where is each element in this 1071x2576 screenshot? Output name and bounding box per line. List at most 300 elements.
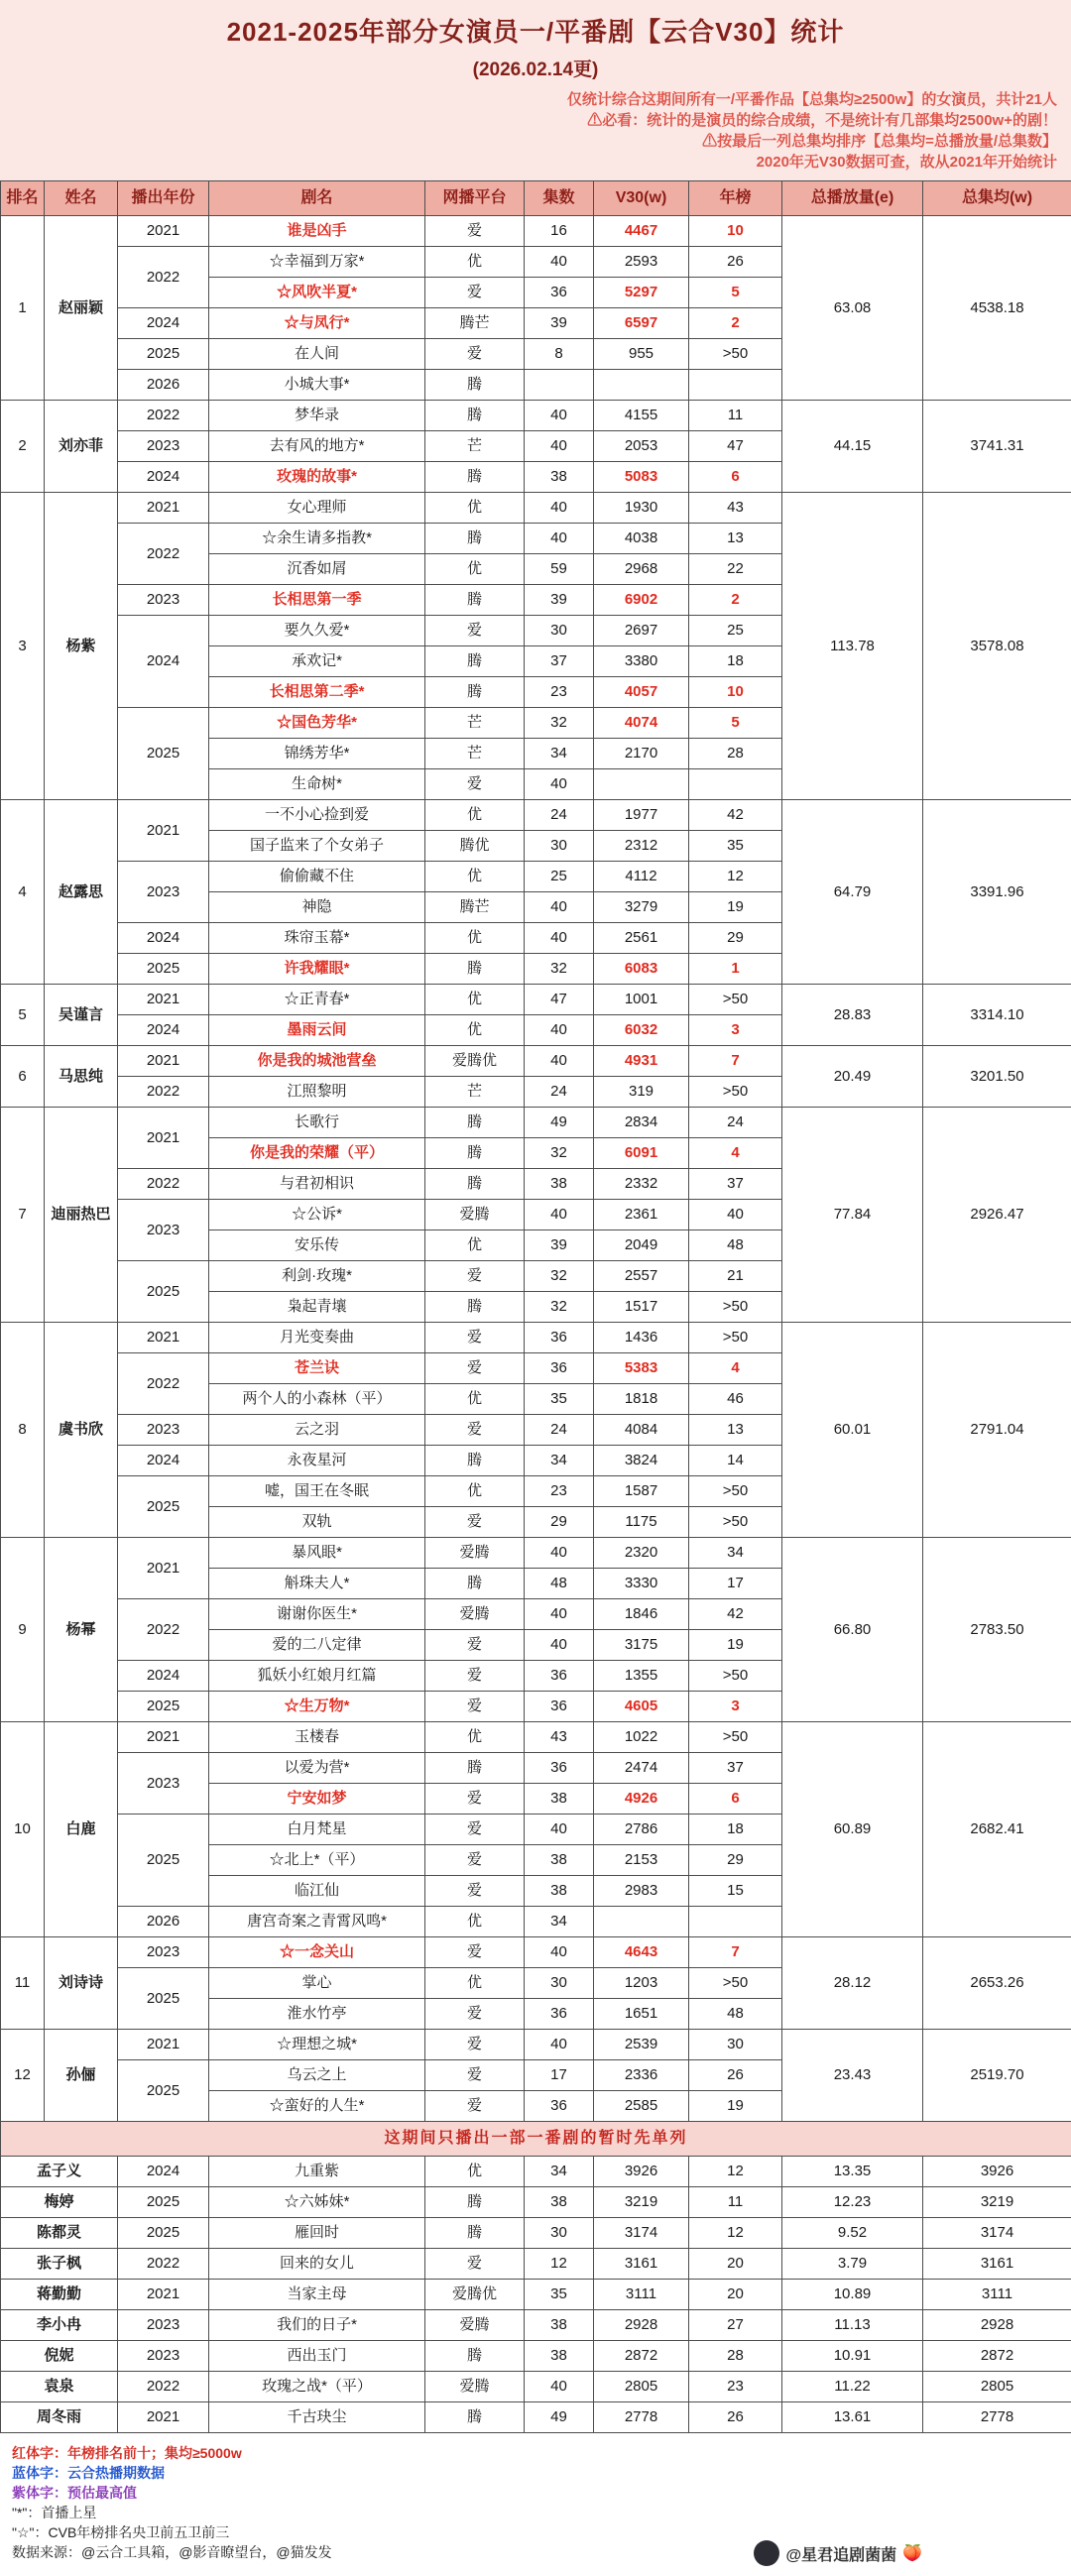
platform-cell: 优 bbox=[425, 2157, 525, 2187]
v30-cell: 4038 bbox=[594, 524, 689, 554]
drama-title-cell: 爱的二八定律 bbox=[209, 1630, 425, 1661]
watermark-handle: @星君追剧菌菌 bbox=[785, 2542, 896, 2565]
total-play-cell: 13.61 bbox=[782, 2402, 923, 2433]
total-avg-cell: 2653.26 bbox=[923, 1937, 1071, 2030]
episodes-cell: 36 bbox=[525, 1692, 594, 1722]
v30-cell: 1203 bbox=[594, 1968, 689, 1999]
single-drama-row bbox=[1, 2187, 1071, 2218]
total-avg-cell: 2783.50 bbox=[923, 1538, 1071, 1722]
year-rank-cell: 4 bbox=[689, 1353, 782, 1384]
episodes-cell: 30 bbox=[525, 831, 594, 862]
year-rank-cell: 29 bbox=[689, 1845, 782, 1876]
total-avg-cell: 3314.10 bbox=[923, 985, 1071, 1046]
year-cell: 2023 bbox=[118, 862, 209, 923]
v30-cell: 2968 bbox=[594, 554, 689, 585]
year-rank-cell: 24 bbox=[689, 1108, 782, 1138]
episodes-cell: 40 bbox=[525, 2030, 594, 2060]
year-cell: 2021 bbox=[118, 1538, 209, 1599]
platform-cell: 优 bbox=[425, 985, 525, 1015]
drama-title-cell: 神隐 bbox=[209, 892, 425, 923]
actress-name-cell: 孙俪 bbox=[45, 2030, 118, 2122]
v30-cell: 6091 bbox=[594, 1138, 689, 1169]
platform-cell: 腾 bbox=[425, 677, 525, 708]
v30-cell: 4467 bbox=[594, 216, 689, 247]
column-header-total-play: 总播放量(e) bbox=[782, 181, 923, 216]
page-subtitle: (2026.02.14更) bbox=[14, 55, 1057, 81]
total-play-cell: 3.79 bbox=[782, 2249, 923, 2280]
platform-cell: 优 bbox=[425, 862, 525, 892]
episodes-cell: 36 bbox=[525, 1753, 594, 1784]
year-rank-cell: 5 bbox=[689, 708, 782, 739]
year-cell: 2025 bbox=[118, 2187, 209, 2218]
year-cell: 2023 bbox=[118, 2341, 209, 2372]
year-rank-cell: 2 bbox=[689, 585, 782, 616]
single-drama-row bbox=[1, 2280, 1071, 2310]
platform-cell: 爱 bbox=[425, 1415, 525, 1446]
v30-cell: 4931 bbox=[594, 1046, 689, 1077]
year-cell: 2023 bbox=[118, 1753, 209, 1815]
drama-title-cell: ☆六姊妹* bbox=[209, 2187, 425, 2218]
year-rank-cell: 17 bbox=[689, 1569, 782, 1599]
drama-title-cell: 月光变奏曲 bbox=[209, 1323, 425, 1353]
v30-cell: 3219 bbox=[594, 2187, 689, 2218]
year-rank-cell: 3 bbox=[689, 1692, 782, 1722]
episodes-cell: 43 bbox=[525, 1722, 594, 1753]
platform-cell: 爱 bbox=[425, 1784, 525, 1815]
total-avg-cell: 2928 bbox=[923, 2310, 1071, 2341]
v30-cell: 2049 bbox=[594, 1230, 689, 1261]
drama-title-cell: 许我耀眼* bbox=[209, 954, 425, 985]
v30-cell: 3380 bbox=[594, 646, 689, 677]
v30-cell: 1436 bbox=[594, 1323, 689, 1353]
v30-cell: 3161 bbox=[594, 2249, 689, 2280]
platform-cell: 爱 bbox=[425, 2091, 525, 2122]
year-cell: 2021 bbox=[118, 493, 209, 524]
year-rank-cell: >50 bbox=[689, 1292, 782, 1323]
drama-title-cell: 要久久爱* bbox=[209, 616, 425, 646]
platform-cell: 腾 bbox=[425, 370, 525, 401]
platform-cell: 爱 bbox=[425, 1661, 525, 1692]
actress-name-cell: 吴谨言 bbox=[45, 985, 118, 1046]
total-avg-cell: 2805 bbox=[923, 2372, 1071, 2402]
platform-cell: 优 bbox=[425, 1230, 525, 1261]
year-rank-cell: 11 bbox=[689, 2187, 782, 2218]
drama-title-cell: 谁是凶手 bbox=[209, 216, 425, 247]
rank-cell: 4 bbox=[1, 800, 45, 985]
drama-title-cell: 江照黎明 bbox=[209, 1077, 425, 1108]
drama-title-cell: 在人间 bbox=[209, 339, 425, 370]
watermark-avatar-icon bbox=[754, 2540, 779, 2566]
platform-cell: 爱 bbox=[425, 1876, 525, 1907]
platform-cell: 腾 bbox=[425, 1292, 525, 1323]
platform-cell: 腾 bbox=[425, 1108, 525, 1138]
year-cell: 2026 bbox=[118, 370, 209, 401]
platform-cell: 腾 bbox=[425, 2341, 525, 2372]
episodes-cell: 8 bbox=[525, 339, 594, 370]
actress-name-cell: 赵丽颖 bbox=[45, 216, 118, 401]
v30-cell: 2312 bbox=[594, 831, 689, 862]
platform-cell: 腾 bbox=[425, 1446, 525, 1476]
episodes-cell: 24 bbox=[525, 800, 594, 831]
episodes-cell: 38 bbox=[525, 1876, 594, 1907]
year-cell: 2025 bbox=[118, 1968, 209, 2030]
year-cell: 2024 bbox=[118, 1015, 209, 1046]
column-header-name: 姓名 bbox=[45, 181, 118, 216]
v30-cell: 1517 bbox=[594, 1292, 689, 1323]
total-avg-cell: 2682.41 bbox=[923, 1722, 1071, 1937]
v30-cell: 2320 bbox=[594, 1538, 689, 1569]
drama-title-cell: 雁回时 bbox=[209, 2218, 425, 2249]
drama-title-cell: 暴风眼* bbox=[209, 1538, 425, 1569]
total-avg-cell: 3741.31 bbox=[923, 401, 1071, 493]
table-head-row bbox=[1, 181, 1071, 216]
drama-title-cell: 我们的日子* bbox=[209, 2310, 425, 2341]
data-source-note: 数据来源：@云合工具箱，@影音瞭望台，@猫发发 bbox=[12, 2542, 1059, 2562]
year-cell: 2025 bbox=[118, 339, 209, 370]
episodes-cell: 38 bbox=[525, 462, 594, 493]
v30-cell: 2805 bbox=[594, 2372, 689, 2402]
year-rank-cell: >50 bbox=[689, 1476, 782, 1507]
platform-cell: 爱 bbox=[425, 2249, 525, 2280]
year-cell: 2022 bbox=[118, 247, 209, 308]
rank-cell: 1 bbox=[1, 216, 45, 401]
v30-cell: 2778 bbox=[594, 2402, 689, 2433]
year-rank-cell: 12 bbox=[689, 862, 782, 892]
platform-cell: 优 bbox=[425, 554, 525, 585]
episodes-cell: 38 bbox=[525, 1784, 594, 1815]
drama-title-cell: ☆幸福到万家* bbox=[209, 247, 425, 278]
rank-cell: 9 bbox=[1, 1538, 45, 1722]
episodes-cell: 36 bbox=[525, 1353, 594, 1384]
column-header-v30: V30(w) bbox=[594, 181, 689, 216]
total-play-cell: 11.13 bbox=[782, 2310, 923, 2341]
episodes-cell: 40 bbox=[525, 1937, 594, 1968]
actress-name-cell: 孟子义 bbox=[1, 2157, 118, 2187]
v30-cell: 4112 bbox=[594, 862, 689, 892]
v30-cell: 2786 bbox=[594, 1815, 689, 1845]
actress-name-cell: 杨幂 bbox=[45, 1538, 118, 1722]
year-cell: 2024 bbox=[118, 462, 209, 493]
platform-cell: 芒 bbox=[425, 1077, 525, 1108]
year-cell: 2025 bbox=[118, 2218, 209, 2249]
year-rank-cell: 6 bbox=[689, 1784, 782, 1815]
total-avg-cell: 3174 bbox=[923, 2218, 1071, 2249]
episodes-cell: 34 bbox=[525, 2157, 594, 2187]
platform-cell: 腾芒 bbox=[425, 308, 525, 339]
episodes-cell: 38 bbox=[525, 2187, 594, 2218]
v30-cell: 1355 bbox=[594, 1661, 689, 1692]
year-rank-cell: 1 bbox=[689, 954, 782, 985]
actress-name-cell: 迪丽热巴 bbox=[45, 1108, 118, 1323]
year-cell: 2022 bbox=[118, 401, 209, 431]
rank-cell: 11 bbox=[1, 1937, 45, 2030]
year-rank-cell: 21 bbox=[689, 1261, 782, 1292]
v30-cell: 4057 bbox=[594, 677, 689, 708]
episodes-cell: 23 bbox=[525, 1476, 594, 1507]
v30-cell: 4084 bbox=[594, 1415, 689, 1446]
episodes-cell bbox=[525, 370, 594, 401]
drama-title-cell: 偷偷藏不住 bbox=[209, 862, 425, 892]
episodes-cell: 25 bbox=[525, 862, 594, 892]
drama-row bbox=[1, 1046, 1071, 1077]
drama-title-cell: 狐妖小红娘月红篇 bbox=[209, 1661, 425, 1692]
platform-cell: 腾 bbox=[425, 1138, 525, 1169]
year-cell: 2025 bbox=[118, 1692, 209, 1722]
total-play-cell: 60.89 bbox=[782, 1722, 923, 1937]
drama-title-cell: ☆风吹半夏* bbox=[209, 278, 425, 308]
year-rank-cell: >50 bbox=[689, 985, 782, 1015]
year-cell: 2024 bbox=[118, 1446, 209, 1476]
year-cell: 2024 bbox=[118, 308, 209, 339]
year-rank-cell: 2 bbox=[689, 308, 782, 339]
drama-title-cell: 九重紫 bbox=[209, 2157, 425, 2187]
platform-cell: 优 bbox=[425, 1476, 525, 1507]
platform-cell: 爱 bbox=[425, 616, 525, 646]
actress-name-cell: 李小冉 bbox=[1, 2310, 118, 2341]
v30-cell: 2332 bbox=[594, 1169, 689, 1200]
platform-cell: 爱 bbox=[425, 1507, 525, 1538]
drama-title-cell: 云之羽 bbox=[209, 1415, 425, 1446]
v30-cell: 1022 bbox=[594, 1722, 689, 1753]
episodes-cell: 40 bbox=[525, 769, 594, 800]
year-cell: 2025 bbox=[118, 1476, 209, 1538]
legend-purple-note: 紫体字：预估最高值 bbox=[12, 2483, 1059, 2503]
drama-title-cell: ☆正青春* bbox=[209, 985, 425, 1015]
platform-cell: 优 bbox=[425, 1384, 525, 1415]
platform-cell: 优 bbox=[425, 493, 525, 524]
episodes-cell: 40 bbox=[525, 1630, 594, 1661]
year-rank-cell: 37 bbox=[689, 1753, 782, 1784]
episodes-cell: 12 bbox=[525, 2249, 594, 2280]
episodes-cell: 40 bbox=[525, 1815, 594, 1845]
platform-cell: 爱腾 bbox=[425, 1599, 525, 1630]
total-avg-cell: 3161 bbox=[923, 2249, 1071, 2280]
v30-cell: 3279 bbox=[594, 892, 689, 923]
year-cell: 2023 bbox=[118, 2310, 209, 2341]
platform-cell: 优 bbox=[425, 1015, 525, 1046]
v30-cell: 4155 bbox=[594, 401, 689, 431]
v30-cell: 1651 bbox=[594, 1999, 689, 2030]
drama-title-cell: 生命树* bbox=[209, 769, 425, 800]
year-rank-cell: 13 bbox=[689, 1415, 782, 1446]
year-rank-cell: 7 bbox=[689, 1046, 782, 1077]
total-play-cell: 13.35 bbox=[782, 2157, 923, 2187]
drama-title-cell: 珠帘玉幕* bbox=[209, 923, 425, 954]
episodes-cell: 40 bbox=[525, 892, 594, 923]
actress-name-cell: 陈都灵 bbox=[1, 2218, 118, 2249]
drama-title-cell: 去有风的地方* bbox=[209, 431, 425, 462]
episodes-cell: 49 bbox=[525, 1108, 594, 1138]
total-avg-cell: 3926 bbox=[923, 2157, 1071, 2187]
drama-title-cell: 枭起青壤 bbox=[209, 1292, 425, 1323]
episodes-cell: 34 bbox=[525, 739, 594, 769]
drama-title-cell: 玫瑰之战*（平） bbox=[209, 2372, 425, 2402]
v30-cell: 2561 bbox=[594, 923, 689, 954]
platform-cell: 腾 bbox=[425, 2402, 525, 2433]
total-play-cell: 66.80 bbox=[782, 1538, 923, 1722]
v30-cell: 2474 bbox=[594, 1753, 689, 1784]
actress-name-cell: 周冬雨 bbox=[1, 2402, 118, 2433]
episodes-cell: 59 bbox=[525, 554, 594, 585]
total-play-cell: 113.78 bbox=[782, 493, 923, 800]
drama-title-cell: 当家主母 bbox=[209, 2280, 425, 2310]
year-rank-cell: 25 bbox=[689, 616, 782, 646]
single-drama-row bbox=[1, 2157, 1071, 2187]
v30-cell: 2361 bbox=[594, 1200, 689, 1230]
drama-title-cell: 女心理师 bbox=[209, 493, 425, 524]
episodes-cell: 32 bbox=[525, 1138, 594, 1169]
year-rank-cell: 4 bbox=[689, 1138, 782, 1169]
drama-title-cell: 长相思第一季 bbox=[209, 585, 425, 616]
year-cell: 2024 bbox=[118, 616, 209, 708]
page-title: 2021-2025年部分女演员一/平番剧【云合V30】统计 bbox=[14, 12, 1057, 49]
note-line-1: 仅统计综合这期间所有一/平番作品【总集均≥2500w】的女演员，共计21人 bbox=[14, 89, 1057, 110]
single-drama-row bbox=[1, 2372, 1071, 2402]
year-cell: 2023 bbox=[118, 431, 209, 462]
episodes-cell: 35 bbox=[525, 2280, 594, 2310]
v30-cell: 6032 bbox=[594, 1015, 689, 1046]
v30-cell: 1846 bbox=[594, 1599, 689, 1630]
episodes-cell: 40 bbox=[525, 1599, 594, 1630]
v30-cell: 1587 bbox=[594, 1476, 689, 1507]
single-drama-row bbox=[1, 2249, 1071, 2280]
v30-cell: 4074 bbox=[594, 708, 689, 739]
year-rank-cell: 34 bbox=[689, 1538, 782, 1569]
column-header-total-avg: 总集均(w) bbox=[923, 181, 1071, 216]
drama-row bbox=[1, 1937, 1071, 1968]
year-rank-cell: 3 bbox=[689, 1015, 782, 1046]
episodes-cell: 40 bbox=[525, 493, 594, 524]
v30-cell: 3330 bbox=[594, 1569, 689, 1599]
year-rank-cell bbox=[689, 769, 782, 800]
year-rank-cell: 13 bbox=[689, 524, 782, 554]
year-rank-cell: 12 bbox=[689, 2218, 782, 2249]
drama-title-cell: 利剑·玫瑰* bbox=[209, 1261, 425, 1292]
episodes-cell: 24 bbox=[525, 1415, 594, 1446]
year-rank-cell: 20 bbox=[689, 2280, 782, 2310]
episodes-cell: 40 bbox=[525, 401, 594, 431]
year-rank-cell: 11 bbox=[689, 401, 782, 431]
total-avg-cell: 3219 bbox=[923, 2187, 1071, 2218]
episodes-cell: 36 bbox=[525, 1999, 594, 2030]
platform-cell: 腾 bbox=[425, 585, 525, 616]
actress-name-cell: 倪妮 bbox=[1, 2341, 118, 2372]
year-cell: 2023 bbox=[118, 1200, 209, 1261]
year-rank-cell: 37 bbox=[689, 1169, 782, 1200]
column-header-drama: 剧名 bbox=[209, 181, 425, 216]
platform-cell: 爱腾 bbox=[425, 2310, 525, 2341]
drama-title-cell: 白月梵星 bbox=[209, 1815, 425, 1845]
drama-title-cell: ☆余生请多指教* bbox=[209, 524, 425, 554]
note-line-2: ⚠必看：统计的是演员的综合成绩，不是统计有几部集均2500w+的剧！ bbox=[14, 110, 1057, 131]
platform-cell: 爱 bbox=[425, 1630, 525, 1661]
total-avg-cell: 3578.08 bbox=[923, 493, 1071, 800]
episodes-cell: 24 bbox=[525, 1077, 594, 1108]
year-cell: 2024 bbox=[118, 2157, 209, 2187]
total-avg-cell: 2519.70 bbox=[923, 2030, 1071, 2122]
v30-cell: 5383 bbox=[594, 1353, 689, 1384]
drama-title-cell: 锦绣芳华* bbox=[209, 739, 425, 769]
note-line-3: ⚠按最后一列总集均排序【总集均=总播放量/总集数】 bbox=[14, 131, 1057, 152]
year-rank-cell: 19 bbox=[689, 892, 782, 923]
rank-cell: 3 bbox=[1, 493, 45, 800]
total-avg-cell: 3111 bbox=[923, 2280, 1071, 2310]
year-rank-cell: 27 bbox=[689, 2310, 782, 2341]
total-play-cell: 23.43 bbox=[782, 2030, 923, 2122]
year-rank-cell: >50 bbox=[689, 339, 782, 370]
total-play-cell: 63.08 bbox=[782, 216, 923, 401]
v30-cell: 3824 bbox=[594, 1446, 689, 1476]
v30-cell: 2053 bbox=[594, 431, 689, 462]
v30-cell: 3926 bbox=[594, 2157, 689, 2187]
actress-name-cell: 袁泉 bbox=[1, 2372, 118, 2402]
episodes-cell: 47 bbox=[525, 985, 594, 1015]
actress-name-cell: 刘诗诗 bbox=[45, 1937, 118, 2030]
episodes-cell: 17 bbox=[525, 2060, 594, 2091]
year-rank-cell: 12 bbox=[689, 2157, 782, 2187]
v30-cell: 2983 bbox=[594, 1876, 689, 1907]
year-cell: 2021 bbox=[118, 1108, 209, 1169]
drama-title-cell: 斛珠夫人* bbox=[209, 1569, 425, 1599]
year-rank-cell: 48 bbox=[689, 1999, 782, 2030]
section-header-row bbox=[1, 2122, 1071, 2157]
episodes-cell: 40 bbox=[525, 431, 594, 462]
year-rank-cell: 18 bbox=[689, 1815, 782, 1845]
episodes-cell: 32 bbox=[525, 1292, 594, 1323]
platform-cell: 腾 bbox=[425, 954, 525, 985]
actress-name-cell: 杨紫 bbox=[45, 493, 118, 800]
episodes-cell: 32 bbox=[525, 954, 594, 985]
platform-cell: 爱 bbox=[425, 1937, 525, 1968]
platform-cell: 优 bbox=[425, 923, 525, 954]
episodes-cell: 39 bbox=[525, 308, 594, 339]
platform-cell: 芒 bbox=[425, 739, 525, 769]
episodes-cell: 30 bbox=[525, 2218, 594, 2249]
drama-title-cell: 苍兰诀 bbox=[209, 1353, 425, 1384]
drama-title-cell: 承欢记* bbox=[209, 646, 425, 677]
episodes-cell: 40 bbox=[525, 1046, 594, 1077]
platform-cell: 优 bbox=[425, 800, 525, 831]
episodes-cell: 40 bbox=[525, 1200, 594, 1230]
total-play-cell: 12.23 bbox=[782, 2187, 923, 2218]
year-rank-cell: 19 bbox=[689, 2091, 782, 2122]
drama-title-cell: 国子监来了个女弟子 bbox=[209, 831, 425, 862]
drama-title-cell: 淮水竹亭 bbox=[209, 1999, 425, 2030]
drama-title-cell: 沉香如屑 bbox=[209, 554, 425, 585]
year-cell: 2022 bbox=[118, 524, 209, 585]
rank-cell: 7 bbox=[1, 1108, 45, 1323]
v30-cell: 5083 bbox=[594, 462, 689, 493]
episodes-cell: 38 bbox=[525, 2341, 594, 2372]
year-cell: 2021 bbox=[118, 985, 209, 1015]
year-rank-cell: >50 bbox=[689, 1661, 782, 1692]
platform-cell: 优 bbox=[425, 247, 525, 278]
rank-cell: 5 bbox=[1, 985, 45, 1046]
year-cell: 2022 bbox=[118, 1169, 209, 1200]
year-cell: 2021 bbox=[118, 1046, 209, 1077]
actress-name-cell: 梅婷 bbox=[1, 2187, 118, 2218]
drama-title-cell: 西出玉门 bbox=[209, 2341, 425, 2372]
drama-title-cell: 墨雨云间 bbox=[209, 1015, 425, 1046]
episodes-cell: 32 bbox=[525, 1261, 594, 1292]
drama-title-cell: 嘘，国王在冬眠 bbox=[209, 1476, 425, 1507]
total-play-cell: 28.12 bbox=[782, 1937, 923, 2030]
episodes-cell: 39 bbox=[525, 585, 594, 616]
drama-title-cell: 小城大事* bbox=[209, 370, 425, 401]
drama-title-cell: 唐宫奇案之青霄风鸣* bbox=[209, 1907, 425, 1937]
year-cell: 2021 bbox=[118, 2030, 209, 2060]
platform-cell: 爱腾优 bbox=[425, 1046, 525, 1077]
